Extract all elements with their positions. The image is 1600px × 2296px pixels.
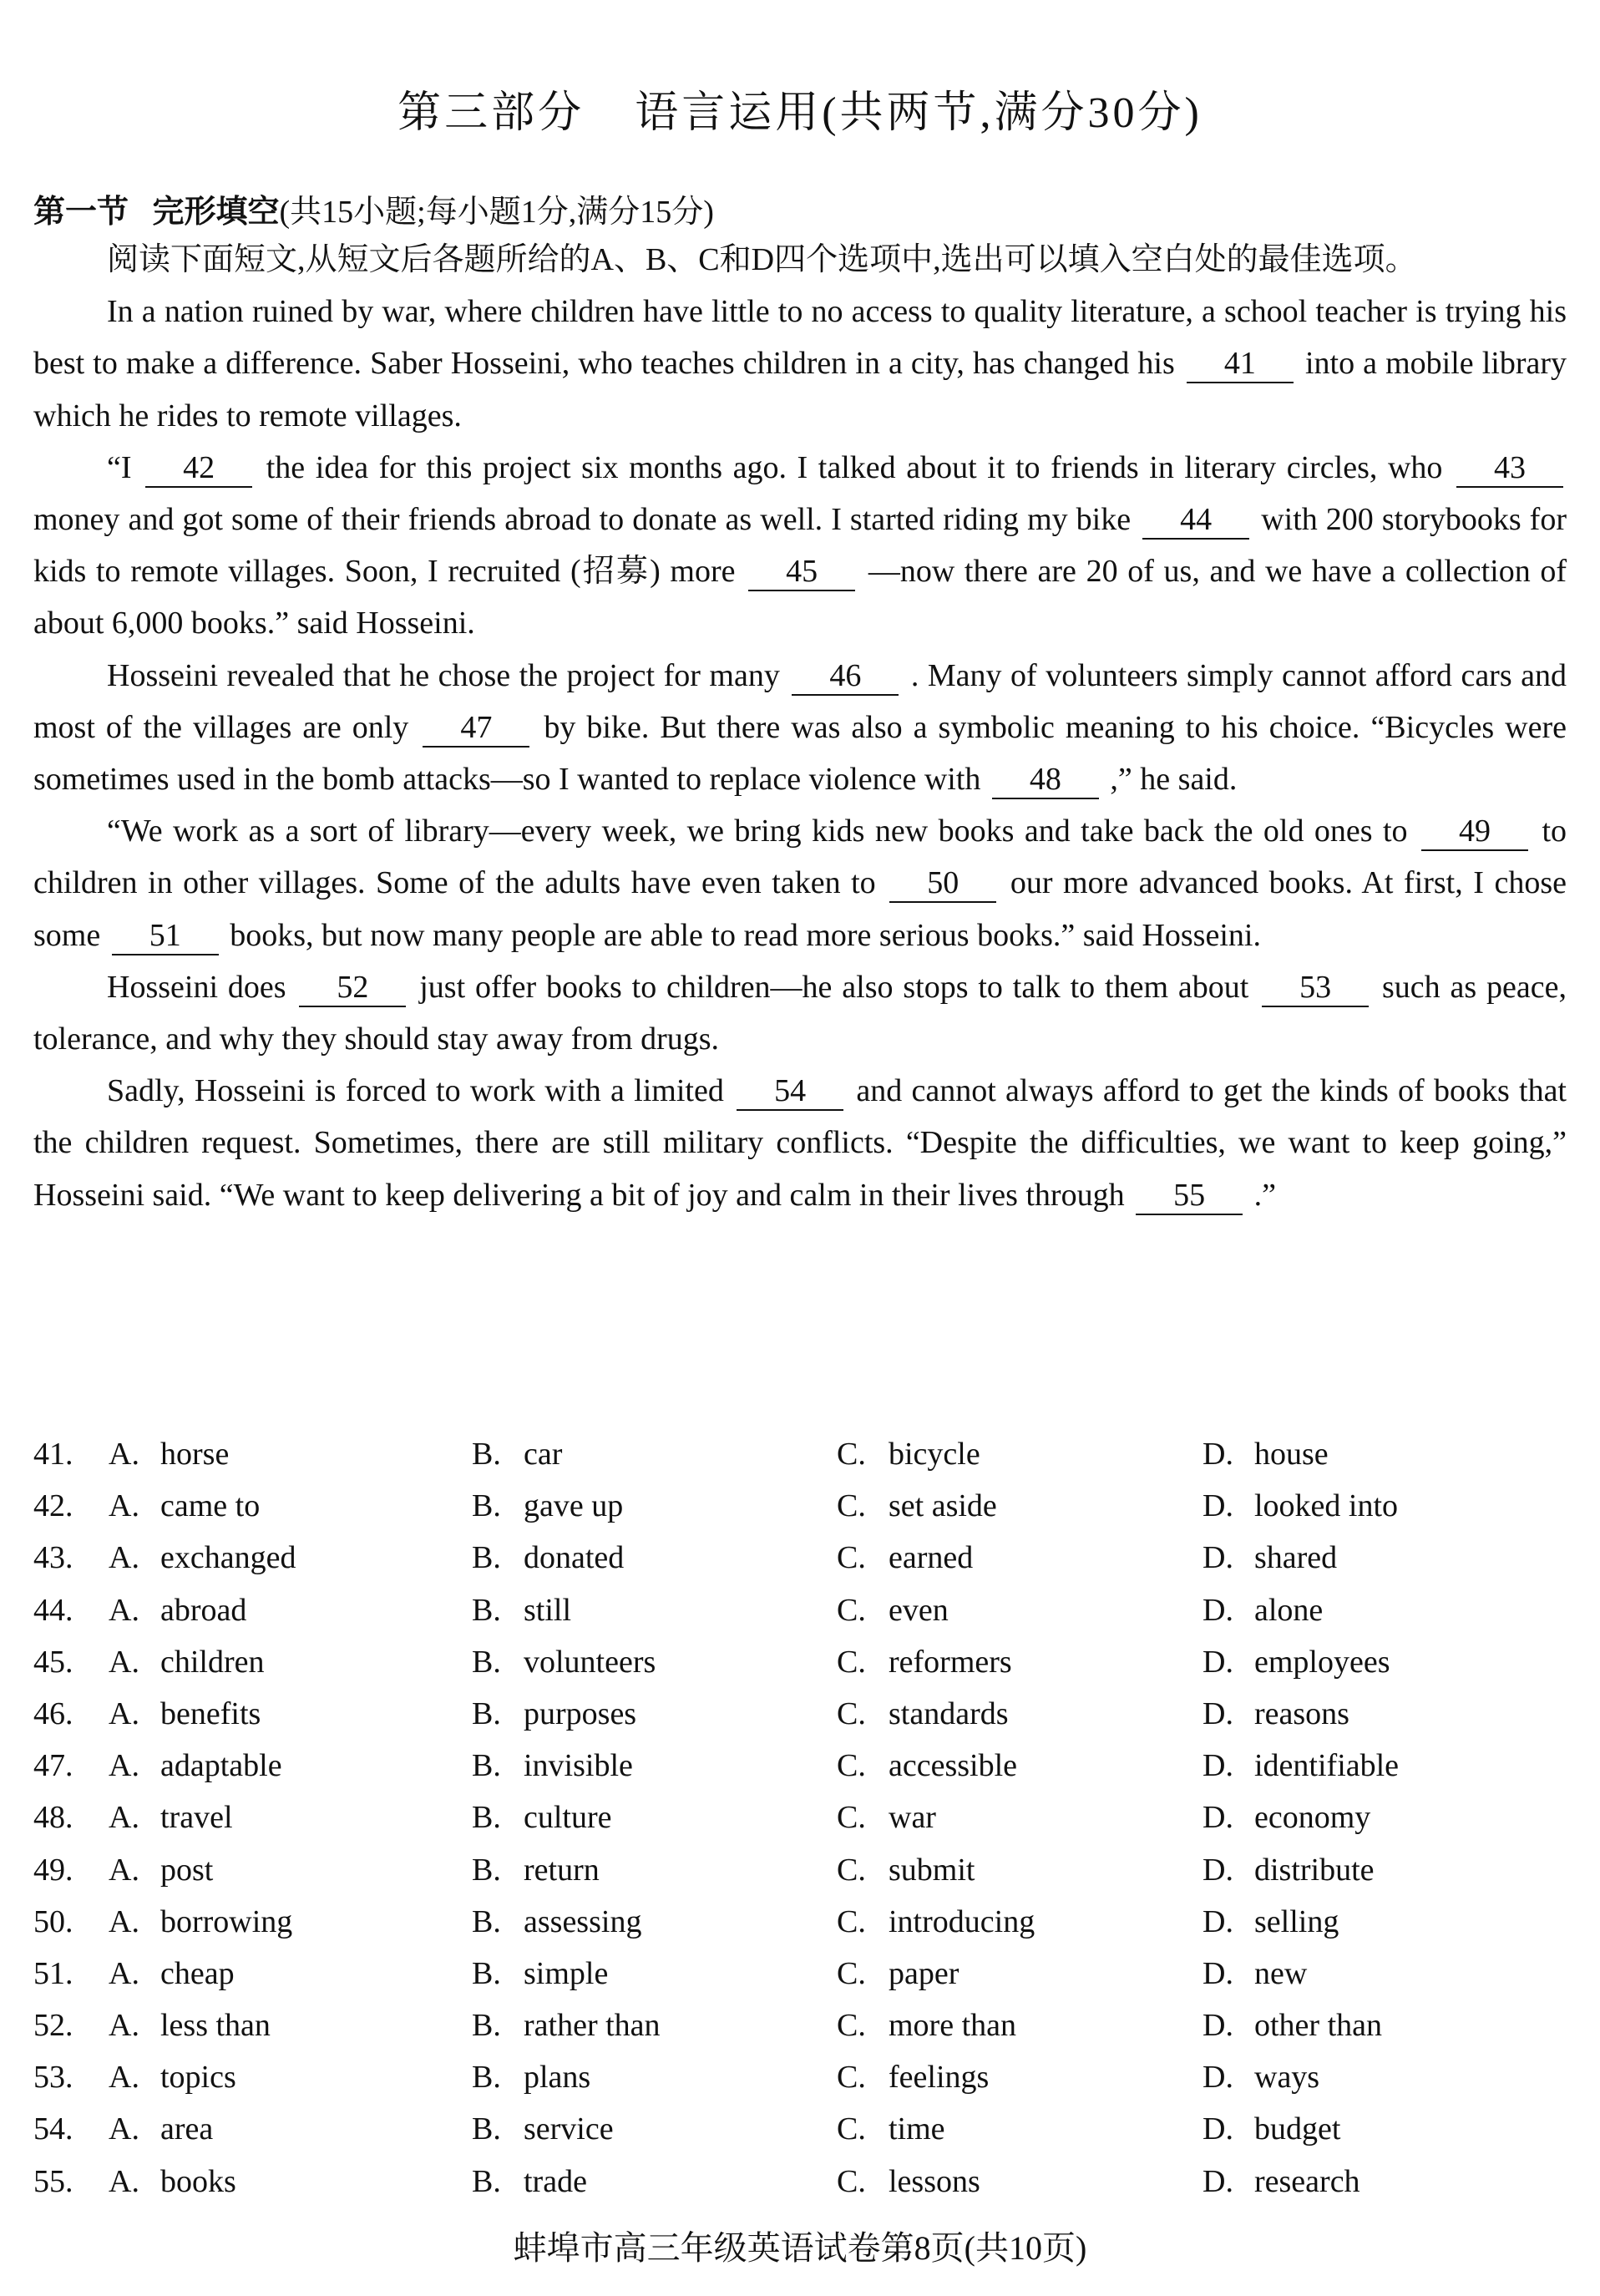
option-letter: B. (472, 1644, 501, 1680)
question-row (33, 1428, 1567, 1480)
part-name: 语言运用(共两节,满分30分) (635, 89, 1203, 137)
question-number: 43. (33, 1540, 73, 1576)
section-note: (共15小题;每小题1分,满分15分) (279, 195, 714, 230)
question-number: 48. (33, 1800, 73, 1836)
option-text: new (1254, 1955, 1308, 1991)
option-letter: B. (472, 2008, 501, 2044)
option-text: selling (1254, 1903, 1339, 1939)
option-c (837, 1636, 1012, 1688)
blank-50: 50 (889, 864, 996, 903)
option-a (109, 1428, 229, 1480)
option-letter: B. (472, 2111, 501, 2147)
option-letter: A. (109, 2111, 139, 2147)
option-d (1203, 1532, 1337, 1584)
option-c (837, 2103, 945, 2155)
passage-text: books, but now many people are able to read more serious books.” said Hosseini. (230, 917, 1261, 953)
option-letter: C. (837, 1540, 866, 1576)
option-text: exchanged (160, 1540, 296, 1576)
passage-paragraph (33, 961, 1567, 1065)
option-letter: B. (472, 1540, 501, 1576)
blank-42: 42 (145, 449, 252, 488)
option-text: return (524, 1852, 600, 1888)
option-letter: C. (837, 1955, 866, 1991)
option-letter: C. (837, 1903, 866, 1939)
option-letter: B. (472, 1903, 501, 1939)
passage-text: Sadly, Hosseini is forced to work with a limited (107, 1073, 724, 1109)
option-b (472, 1688, 636, 1740)
question-row (33, 1584, 1567, 1636)
question-row (33, 1740, 1567, 1792)
option-letter: D. (1203, 2163, 1233, 2199)
blank-54: 54 (737, 1072, 843, 1111)
blank-47: 47 (423, 709, 529, 748)
option-c (837, 1428, 980, 1480)
passage-paragraph (33, 650, 1567, 806)
option-text: assessing (524, 1903, 642, 1939)
option-a (109, 1740, 282, 1792)
option-text: car (524, 1437, 563, 1472)
option-letter: A. (109, 2060, 139, 2096)
option-text: invisible (524, 1748, 633, 1784)
blank-49: 49 (1421, 813, 1528, 851)
option-text: topics (160, 2060, 236, 2096)
passage-text: “We work as a sort of library—every week, we bring kids new books and take back the old ones to (107, 813, 1408, 849)
option-b (472, 1480, 623, 1532)
passage-paragraph (33, 1065, 1567, 1221)
option-text: employees (1254, 1644, 1390, 1680)
option-text: paper (889, 1955, 959, 1991)
option-text: children (160, 1644, 265, 1680)
option-text: trade (524, 2163, 587, 2199)
question-number: 52. (33, 2008, 73, 2044)
option-letter: B. (472, 1955, 501, 1991)
option-letter: C. (837, 1852, 866, 1888)
option-letter: B. (472, 1488, 501, 1524)
option-b (472, 2103, 614, 2155)
option-letter: A. (109, 1695, 139, 1731)
option-letter: B. (472, 1437, 501, 1472)
page-footer: 蚌埠市高三年级英语试卷第8页(共10页) (513, 2229, 1087, 2267)
part-title (0, 77, 1600, 139)
passage-paragraph (33, 286, 1567, 442)
option-c (837, 1844, 975, 1896)
blank-44: 44 (1142, 501, 1249, 540)
question-number: 54. (33, 2111, 73, 2147)
option-b (472, 1584, 571, 1636)
option-letter: D. (1203, 1488, 1233, 1524)
option-text: feelings (889, 2060, 990, 2096)
part-label: 第三部分 (397, 89, 585, 137)
option-letter: A. (109, 1592, 139, 1628)
option-letter: D. (1203, 1437, 1233, 1472)
option-text: distribute (1254, 1852, 1375, 1888)
option-letter: C. (837, 2111, 866, 2147)
question-number: 55. (33, 2163, 73, 2199)
option-d (1203, 1740, 1399, 1792)
option-text: research (1254, 2163, 1360, 2199)
option-letter: C. (837, 1748, 866, 1784)
option-b (472, 1792, 612, 1843)
question-row (33, 1896, 1567, 1948)
option-letter: D. (1203, 1592, 1233, 1628)
blank-43: 43 (1456, 449, 1563, 488)
option-letter: C. (837, 2008, 866, 2044)
option-c (837, 1740, 1017, 1792)
option-letter: D. (1203, 1955, 1233, 1991)
option-d (1203, 1428, 1329, 1480)
option-d (1203, 1636, 1390, 1688)
option-text: set aside (889, 1488, 997, 1524)
question-row (33, 2103, 1567, 2155)
question-number: 49. (33, 1852, 73, 1888)
question-number: 46. (33, 1695, 73, 1731)
option-text: reasons (1254, 1695, 1349, 1731)
option-text: earned (889, 1540, 974, 1576)
option-letter: A. (109, 1852, 139, 1888)
option-text: came to (160, 1488, 261, 1524)
option-c (837, 1896, 1035, 1948)
option-letter: C. (837, 1800, 866, 1836)
section-label: 第一节 (33, 195, 129, 230)
option-a (109, 1999, 271, 2051)
option-letter: A. (109, 2163, 139, 2199)
question-number: 45. (33, 1644, 73, 1680)
option-text: post (160, 1852, 214, 1888)
passage-text: .” (1253, 1177, 1276, 1213)
option-text: volunteers (524, 1644, 656, 1680)
option-text: gave up (524, 1488, 624, 1524)
option-text: bicycle (889, 1437, 980, 1472)
option-b (472, 1532, 624, 1584)
option-letter: D. (1203, 1903, 1233, 1939)
option-c (837, 1480, 997, 1532)
option-c (837, 1948, 959, 1999)
question-row (33, 1948, 1567, 1999)
option-b (472, 1999, 661, 2051)
passage-text: —now there are 20 of us, and we have a collection of about 6,000 books.” said Hosseini. (33, 554, 1567, 641)
option-letter: D. (1203, 1644, 1233, 1680)
question-row (33, 1792, 1567, 1843)
option-a (109, 1948, 235, 1999)
option-text: plans (524, 2060, 591, 2096)
option-b (472, 1896, 641, 1948)
option-text: shared (1254, 1540, 1338, 1576)
option-text: books (160, 2163, 236, 2199)
option-text: adaptable (160, 1748, 282, 1784)
question-number: 50. (33, 1903, 73, 1939)
option-letter: A. (109, 1437, 139, 1472)
option-d (1203, 1948, 1307, 1999)
option-c (837, 1792, 936, 1843)
option-c (837, 2156, 980, 2207)
passage-text: with 200 storybooks for kids to remote villages. Soon, I recruited (招募) more (33, 502, 1567, 590)
option-letter: D. (1203, 1800, 1233, 1836)
passage (33, 286, 1567, 1221)
question-row (33, 1844, 1567, 1896)
option-text: more than (889, 2008, 1017, 2044)
option-text: less than (160, 2008, 271, 2044)
option-letter: B. (472, 2163, 501, 2199)
option-letter: D. (1203, 1748, 1233, 1784)
option-a (109, 1792, 233, 1843)
option-letter: D. (1203, 1852, 1233, 1888)
passage-text: such as peace, tolerance, and why they should stay away from drugs. (33, 969, 1567, 1057)
option-text: travel (160, 1800, 233, 1836)
option-letter: B. (472, 2060, 501, 2096)
option-text: borrowing (160, 1903, 293, 1939)
passage-text: and cannot always afford to get the kinds of books that the children request. Sometimes, there are still military conflicts. “Despite the difficulties, we want to keep going,” Hosseini said. “We want to keep delivering a bit of joy and calm in their lives through (33, 1073, 1567, 1213)
option-text: submit (889, 1852, 975, 1888)
option-a (109, 1636, 265, 1688)
option-b (472, 2156, 587, 2207)
option-a (109, 2051, 236, 2103)
question-number: 47. (33, 1748, 73, 1784)
option-text: abroad (160, 1592, 247, 1628)
option-text: donated (524, 1540, 625, 1576)
option-letter: A. (109, 1800, 139, 1836)
section-name: 完形填空 (152, 195, 280, 230)
option-letter: C. (837, 2163, 866, 2199)
option-b (472, 1636, 656, 1688)
option-c (837, 1532, 973, 1584)
blank-53: 53 (1262, 969, 1369, 1007)
option-letter: A. (109, 1903, 139, 1939)
question-row (33, 2051, 1567, 2103)
question-number: 44. (33, 1592, 73, 1628)
option-text: area (160, 2111, 214, 2147)
blank-48: 48 (992, 761, 1099, 799)
passage-text: “I (107, 449, 132, 485)
option-d (1203, 1844, 1375, 1896)
option-text: ways (1254, 2060, 1320, 2096)
option-text: standards (889, 1695, 1009, 1731)
option-text: still (524, 1592, 572, 1628)
option-letter: B. (472, 1592, 501, 1628)
option-a (109, 1584, 246, 1636)
option-text: other than (1254, 2008, 1383, 2044)
option-letter: C. (837, 1592, 866, 1628)
blank-46: 46 (792, 657, 899, 696)
option-letter: D. (1203, 2008, 1233, 2044)
option-b (472, 1740, 633, 1792)
passage-text: just offer books to children—he also stops to talk to them about (419, 969, 1249, 1005)
question-row (33, 1636, 1567, 1688)
option-d (1203, 1999, 1382, 2051)
blank-51: 51 (112, 917, 219, 955)
option-text: reformers (889, 1644, 1012, 1680)
option-d (1203, 1896, 1339, 1948)
option-text: budget (1254, 2111, 1341, 2147)
option-text: purposes (524, 1695, 637, 1731)
passage-text: our more advanced books. At first, I chose some (33, 865, 1567, 953)
option-b (472, 1428, 562, 1480)
option-letter: A. (109, 1540, 139, 1576)
option-text: simple (524, 1955, 609, 1991)
option-text: alone (1254, 1592, 1324, 1628)
blank-41: 41 (1187, 345, 1294, 383)
option-d (1203, 1792, 1370, 1843)
option-text: rather than (524, 2008, 661, 2044)
option-d (1203, 1480, 1398, 1532)
question-number: 51. (33, 1955, 73, 1991)
option-text: introducing (889, 1903, 1035, 1939)
option-letter: B. (472, 1748, 501, 1784)
instructions: 阅读下面短文,从短文后各题所给的A、B、C和D四个选项中,选出可以填入空白处的最佳选项。 (107, 242, 1417, 277)
option-d (1203, 2156, 1360, 2207)
passage-text: Hosseini does (107, 969, 286, 1005)
option-text: economy (1254, 1800, 1371, 1836)
option-text: benefits (160, 1695, 261, 1731)
option-letter: A. (109, 1488, 139, 1524)
passage-text: by bike. But there was also a symbolic meaning to his choice. “Bicycles were sometimes used in the bomb attacks—so I wanted to replace violence with (33, 709, 1567, 798)
question-options (33, 1428, 1567, 2207)
option-a (109, 2156, 236, 2207)
option-text: accessible (889, 1748, 1018, 1784)
question-row (33, 1688, 1567, 1740)
question-row (33, 1480, 1567, 1532)
passage-text: Hosseini revealed that he chose the project for many (107, 657, 780, 693)
option-letter: B. (472, 1800, 501, 1836)
option-letter: A. (109, 2008, 139, 2044)
option-text: culture (524, 1800, 612, 1836)
option-letter: D. (1203, 2060, 1233, 2096)
option-letter: B. (472, 1695, 501, 1731)
option-letter: C. (837, 1695, 866, 1731)
option-letter: A. (109, 1748, 139, 1784)
question-number: 41. (33, 1437, 73, 1472)
question-number: 42. (33, 1488, 73, 1524)
option-text: horse (160, 1437, 230, 1472)
option-b (472, 2051, 590, 2103)
passage-text: to children in other villages. Some of the adults have even taken to (33, 813, 1567, 901)
question-row (33, 1999, 1567, 2051)
passage-text: the idea for this project six months ago. I talked about it to friends in literary circles, who (266, 449, 1443, 485)
passage-text: money and got some of their friends abroad to donate as well. I started riding my bike (33, 502, 1132, 538)
option-c (837, 1688, 1009, 1740)
option-letter: C. (837, 1644, 866, 1680)
option-text: house (1254, 1437, 1329, 1472)
option-a (109, 1688, 261, 1740)
passage-text: In a nation ruined by war, where children have little to no access to quality literature, a school teacher is trying his best to make a difference. Saber Hosseini, who teaches children in a city, has changed his (33, 294, 1567, 382)
section-heading (33, 185, 714, 231)
option-d (1203, 1584, 1323, 1636)
blank-55: 55 (1136, 1177, 1243, 1215)
option-d (1203, 2051, 1319, 2103)
option-c (837, 1999, 1016, 2051)
option-text: looked into (1254, 1488, 1399, 1524)
passage-paragraph (33, 442, 1567, 650)
option-b (472, 1844, 600, 1896)
option-letter: C. (837, 2060, 866, 2096)
option-a (109, 2103, 213, 2155)
question-row (33, 2156, 1567, 2207)
option-letter: D. (1203, 1695, 1233, 1731)
passage-text: into a mobile library which he rides to remote villages. (33, 346, 1567, 433)
option-letter: A. (109, 1644, 139, 1680)
option-letter: D. (1203, 2111, 1233, 2147)
option-d (1203, 2103, 1340, 2155)
passage-text: . Many of volunteers simply cannot afford cars and most of the villages are only (33, 657, 1567, 745)
blank-52: 52 (299, 969, 406, 1007)
option-b (472, 1948, 608, 1999)
blank-45: 45 (748, 553, 855, 591)
option-c (837, 2051, 989, 2103)
option-text: cheap (160, 1955, 235, 1991)
option-text: time (889, 2111, 945, 2147)
option-a (109, 1480, 260, 1532)
option-text: even (889, 1592, 949, 1628)
passage-paragraph (33, 805, 1567, 961)
option-c (837, 1584, 949, 1636)
option-letter: B. (472, 1852, 501, 1888)
option-text: war (889, 1800, 936, 1836)
passage-text: ,” he said. (1110, 762, 1238, 798)
option-a (109, 1896, 292, 1948)
option-letter: C. (837, 1488, 866, 1524)
option-letter: D. (1203, 1540, 1233, 1576)
option-a (109, 1844, 213, 1896)
option-a (109, 1532, 296, 1584)
option-text: service (524, 2111, 614, 2147)
option-letter: C. (837, 1437, 866, 1472)
question-number: 53. (33, 2060, 73, 2096)
question-row (33, 1532, 1567, 1584)
option-text: identifiable (1254, 1748, 1400, 1784)
option-letter: A. (109, 1955, 139, 1991)
option-d (1203, 1688, 1349, 1740)
option-text: lessons (889, 2163, 980, 2199)
cloze-content (33, 234, 1567, 1221)
